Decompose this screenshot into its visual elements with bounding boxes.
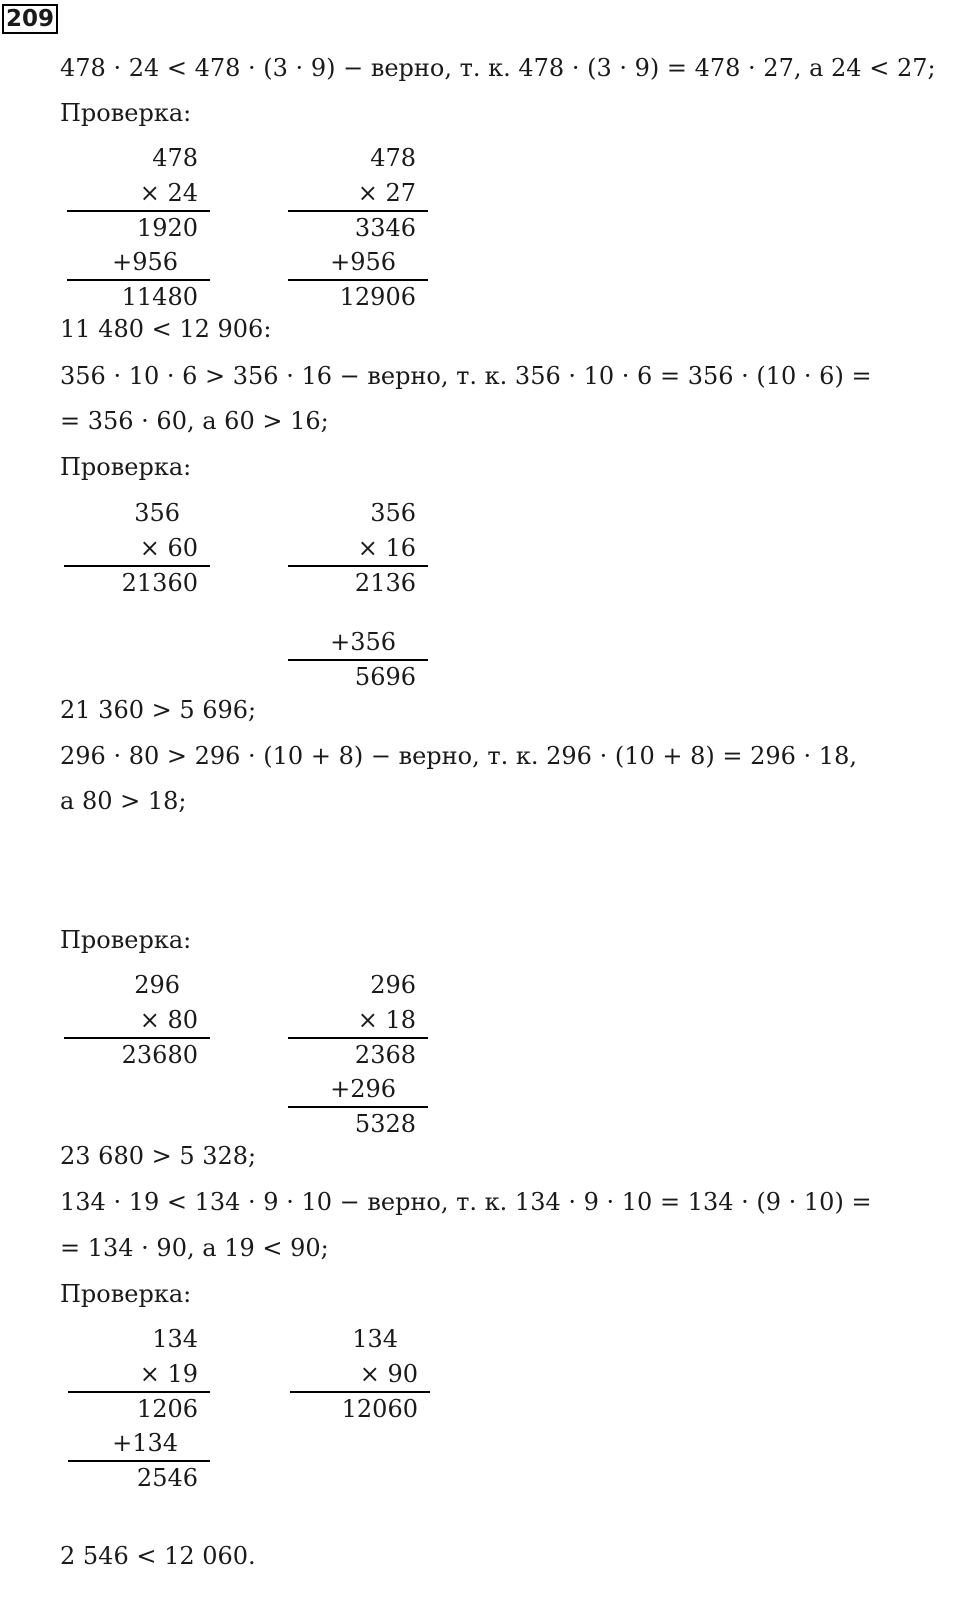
calc-partial-product-shifted: +296 <box>330 1075 396 1103</box>
column-calc-5 <box>60 969 210 1079</box>
comparison-line-4: 2 546 < 12 060. <box>60 1542 256 1570</box>
calc-multiplier: × 60 <box>139 534 198 562</box>
calc-multiplier: × 18 <box>357 1006 416 1034</box>
calc-partial-product: 2368 <box>354 1041 416 1069</box>
statement-line-2-cont: = 356 · 60, а 60 > 16; <box>60 407 329 435</box>
calc-multiplier: × 90 <box>359 1360 418 1388</box>
calc-partial-product-shifted: +134 <box>112 1429 178 1457</box>
calc-multiplicand: 356 <box>370 499 416 527</box>
calc-multiplier: × 16 <box>357 534 416 562</box>
calc-multiplicand: 134 <box>352 1325 398 1353</box>
column-calc-7 <box>60 1323 210 1498</box>
check-label-3: Проверка: <box>60 926 192 954</box>
calc-partial-product: 3346 <box>354 214 416 242</box>
calc-multiplicand: 478 <box>152 144 198 172</box>
calc-partial-product-shifted: +956 <box>112 248 178 276</box>
statement-line-3: 296 · 80 > 296 · (10 + 8) − верно, т. к. 296 · (10 + 8) = 296 · 18, <box>60 742 857 770</box>
calc-result: 5328 <box>354 1110 416 1138</box>
column-calc-8 <box>280 1323 430 1433</box>
problem-number: 209 <box>2 4 58 34</box>
check-label-2: Проверка: <box>60 453 192 481</box>
check-label-4: Проверка: <box>60 1280 192 1308</box>
statement-line-4: 134 · 19 < 134 · 9 · 10 − верно, т. к. 134 · 9 · 10 = 134 · (9 · 10) = <box>60 1188 872 1216</box>
calc-multiplicand: 296 <box>134 971 180 999</box>
statement-line-2: 356 · 10 · 6 > 356 · 16 − верно, т. к. 356 · 10 · 6 = 356 · (10 · 6) = <box>60 362 872 390</box>
column-calc-3 <box>60 497 210 607</box>
column-calc-1 <box>60 142 210 312</box>
calc-multiplier: × 27 <box>357 179 416 207</box>
calc-multiplicand: 478 <box>370 144 416 172</box>
comparison-line-3: 23 680 > 5 328; <box>60 1142 257 1170</box>
column-calc-4 <box>278 497 428 697</box>
check-label-1: Проверка: <box>60 99 192 127</box>
calc-partial-product: 1206 <box>136 1395 198 1423</box>
calc-multiplier: × 80 <box>139 1006 198 1034</box>
statement-line-1: 478 · 24 < 478 · (3 · 9) − верно, т. к. 478 · (3 · 9) = 478 · 27, а 24 < 27; <box>60 54 936 82</box>
calc-result: 5696 <box>354 663 416 691</box>
calc-partial-product: 1920 <box>136 214 198 242</box>
calc-result: 21360 <box>121 569 198 597</box>
calc-result: 2546 <box>136 1464 198 1492</box>
calc-partial-product: 2136 <box>354 569 416 597</box>
statement-line-3-cont: а 80 > 18; <box>60 787 187 815</box>
comparison-line-2: 21 360 > 5 696; <box>60 696 257 724</box>
calc-result: 11480 <box>121 283 198 311</box>
calc-result: 12906 <box>339 283 416 311</box>
calc-result: 12060 <box>341 1395 418 1423</box>
calc-multiplicand: 356 <box>134 499 180 527</box>
calc-multiplicand: 134 <box>152 1325 198 1353</box>
comparison-line-1: 11 480 < 12 906: <box>60 315 272 343</box>
calc-partial-product-shifted: +356 <box>330 628 396 656</box>
calc-result: 23680 <box>121 1041 198 1069</box>
calc-partial-product-shifted: +956 <box>330 248 396 276</box>
column-calc-2 <box>278 142 428 312</box>
calc-multiplier: × 24 <box>139 179 198 207</box>
calc-multiplicand: 296 <box>370 971 416 999</box>
calc-multiplier: × 19 <box>139 1360 198 1388</box>
statement-line-4-cont: = 134 · 90, а 19 < 90; <box>60 1234 329 1262</box>
column-calc-6 <box>278 969 428 1144</box>
